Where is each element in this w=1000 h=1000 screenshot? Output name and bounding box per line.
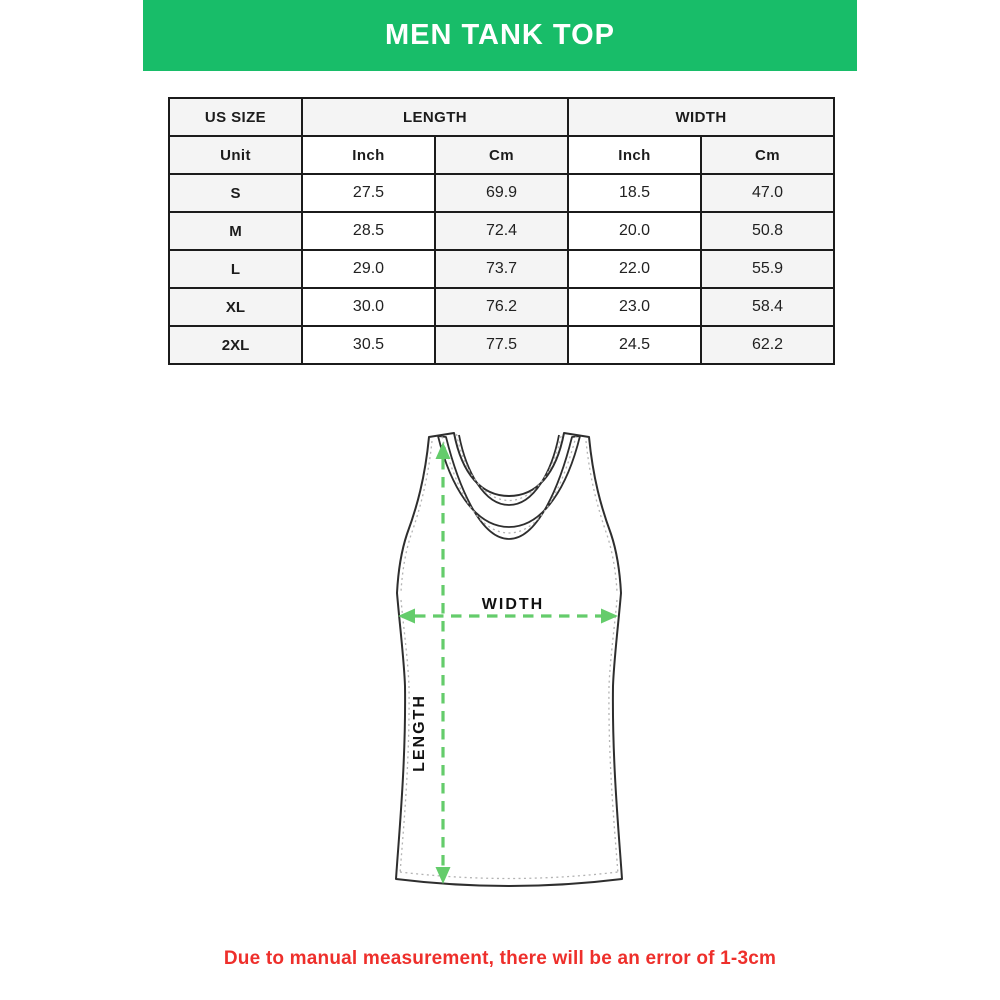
width-cm-value: 47.0 [701, 174, 834, 212]
length-inch-value: 28.5 [302, 212, 435, 250]
length-cm-value: 72.4 [435, 212, 568, 250]
length-cm-value: 77.5 [435, 326, 568, 364]
length-cm-value: 69.9 [435, 174, 568, 212]
unit-header: Unit [169, 136, 302, 174]
width-inch-value: 23.0 [568, 288, 701, 326]
width-inch-value: 22.0 [568, 250, 701, 288]
tank-top-diagram [370, 423, 648, 905]
width-inch-value: 18.5 [568, 174, 701, 212]
width-inch-value: 20.0 [568, 212, 701, 250]
length-cm-value: 73.7 [435, 250, 568, 288]
size-label: L [169, 250, 302, 288]
length-inch-value: 30.0 [302, 288, 435, 326]
table-row [169, 174, 834, 212]
size-label: M [169, 212, 302, 250]
width-cm-header: Cm [701, 136, 834, 174]
size-chart [168, 97, 835, 365]
width-measure-label: WIDTH [481, 596, 545, 613]
tank-top-outline [396, 433, 622, 886]
size-table [168, 97, 835, 365]
width-cm-value: 58.4 [701, 288, 834, 326]
col-header-us-size: US SIZE [169, 98, 302, 136]
width-cm-value: 50.8 [701, 212, 834, 250]
table-row [169, 250, 834, 288]
col-header-width: WIDTH [568, 98, 834, 136]
length-inch-value: 27.5 [302, 174, 435, 212]
table-row [169, 288, 834, 326]
table-row [169, 326, 834, 364]
length-inch-value: 30.5 [302, 326, 435, 364]
title-banner [143, 0, 857, 71]
length-inch-header: Inch [302, 136, 435, 174]
col-header-length: LENGTH [302, 98, 568, 136]
length-cm-header: Cm [435, 136, 568, 174]
length-cm-value: 76.2 [435, 288, 568, 326]
length-inch-value: 29.0 [302, 250, 435, 288]
size-label: S [169, 174, 302, 212]
measurement-error-note: Due to manual measurement, there will be an error of 1-3cm [223, 948, 777, 969]
width-cm-value: 62.2 [701, 326, 834, 364]
length-measure-label: LENGTH [411, 694, 428, 772]
table-header-row-groups [169, 98, 834, 136]
width-inch-value: 24.5 [568, 326, 701, 364]
size-label: XL [169, 288, 302, 326]
table-row [169, 212, 834, 250]
width-inch-header: Inch [568, 136, 701, 174]
table-header-row-units [169, 136, 834, 174]
page-title: MEN TANK TOP [384, 19, 616, 51]
size-label: 2XL [169, 326, 302, 364]
width-cm-value: 55.9 [701, 250, 834, 288]
